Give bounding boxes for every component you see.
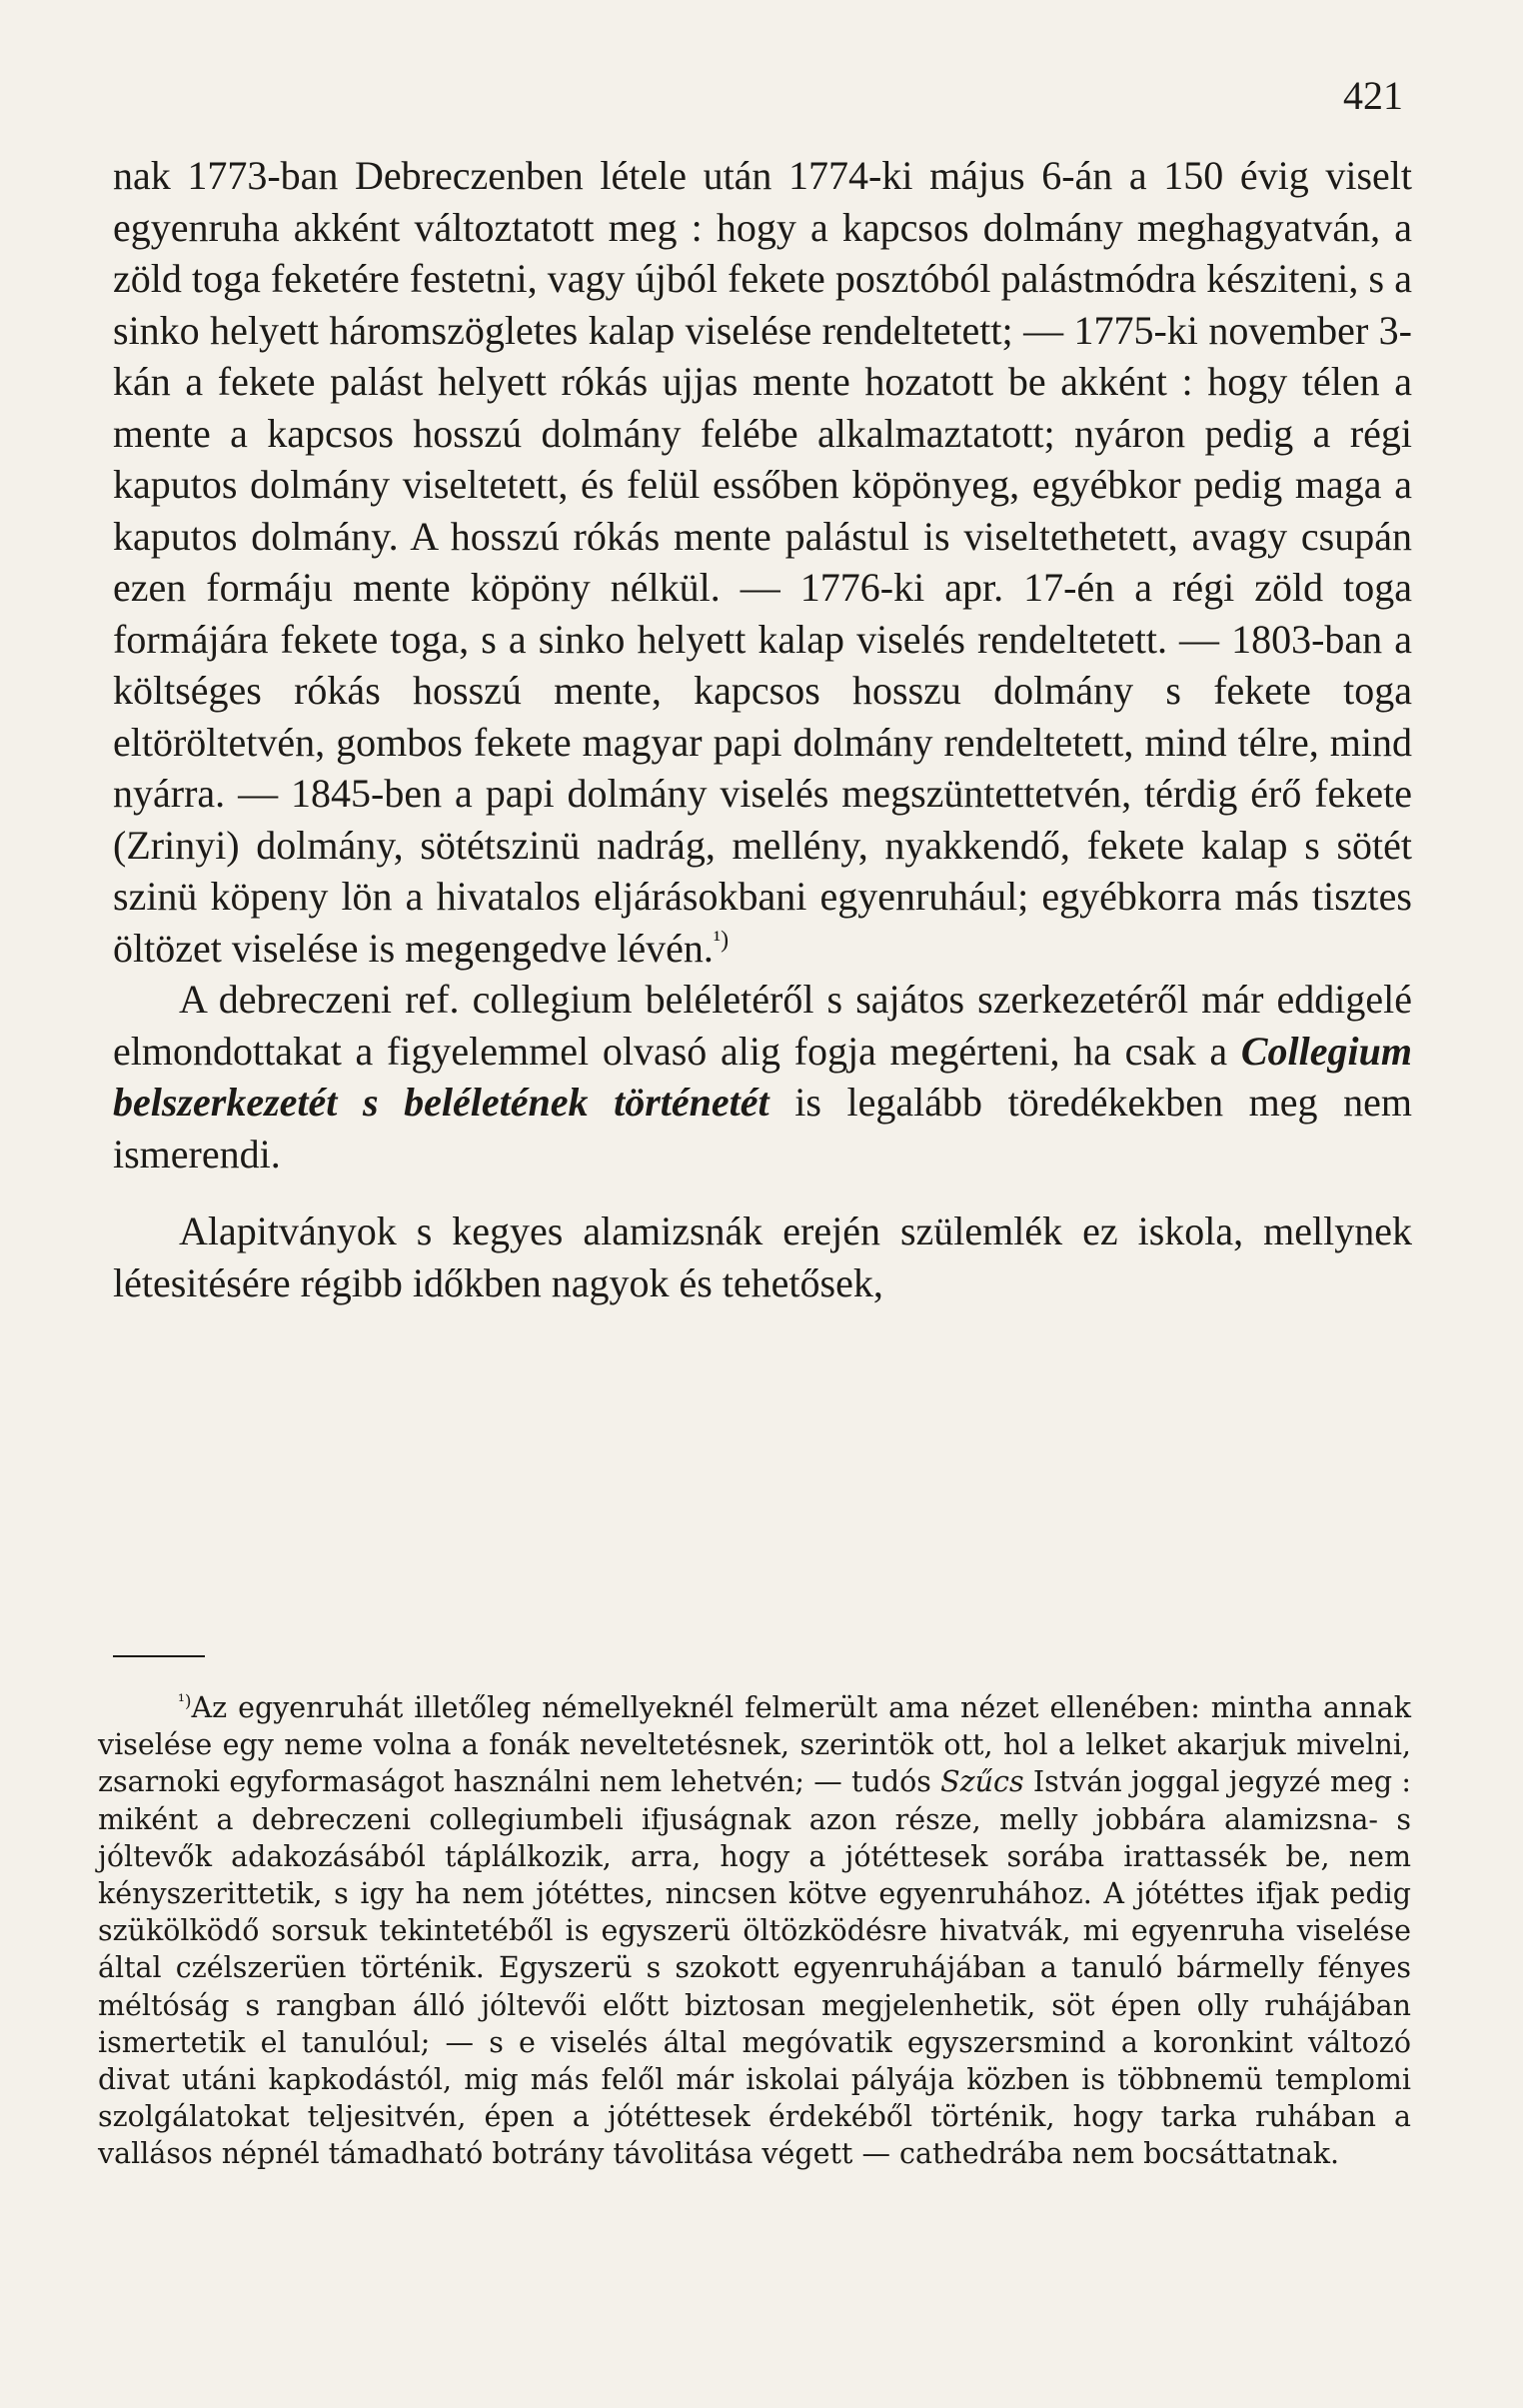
footnote-ref: ¹) [713, 927, 730, 954]
main-text [113, 150, 1412, 1308]
footnote-author-name: Szűcs [940, 1765, 1024, 1799]
footnote-text [98, 1689, 1411, 2173]
paragraph-2-start: A debreczeni ref. collegium beléletéről s sajátos szerkezetéről már eddigelé elmondottakat a figyelemmel olvasó alig fogja megérteni, ha csak a [113, 977, 1412, 1074]
paragraph-1-text: nak 1773-ban Debreczenben létele után 1774-ki május 6-án a 150 évig viselt egyenruha akként változtatott meg : hogy a kapcsos dolmány meghagyatván, a zöld toga feketére festetni, vagy újból fekete posztóból palástmódra késziteni, s a sinko helyett háromszögletes kalap viselése rendeltetett; — 1775-ki november 3-kán a fekete palást helyett rókás ujjas mente hozatott be akként : hogy télen a mente a kapcsos hosszú dolmány felébe alkalmaztatott; nyáron pedig a régi kaputos dolmány viseltetett, és felül essőben köpönyeg, egyébkor pedig maga a kaputos dolmány. A hosszú rókás mente palástul is viseltethetett, avagy csupán ezen formáju mente köpöny nélkül. — 1776-ki apr. 17-én a régi zöld toga formájára fekete toga, s a sinko helyett kalap viselés rendeltetett. — 1803-ban a költséges rókás hosszú mente, kapcsos hosszu dolmány s fekete toga eltöröltetvén, gombos fekete magyar papi dolmány rendeltetett, mind télre, mind nyárra. — 1845-ben a papi dolmány viselés megszüntettetvén, térdig érő fekete (Zrinyi) dolmány, sötétszinü nadrág, mellény, nyakkendő, fekete kalap s sötét szinü köpeny lön a hivatalos eljárásokbani egyenruhául; egyébkorra más tisztes öltözet viselése is megengedve lévén. [113, 153, 1412, 971]
footnote-text-end: István joggal jegyzé meg : miként a debreczeni collegiumbeli ifjuságnak azon része, melly jobbára alamizsna- s jóltevők adakozásából táplálkozik, arra, hogy a jótéttesek sorába irattassék be, nem kényszerittetik, s igy ha nem jótéttes, nincsen kötve egyenruhához. A jótéttes ifjak pedig szükölködő sorsuk tekintetéből is egyszerü öltözködésre hivatvák, mi egyenruha viselése által czélszerüen történik. Egyszerü s szokott egyenruhájában a tanuló bármelly fényes méltóság s rangban álló jóltevői előtt biztosan megjelenhetik, söt épen olly ruhájában ismertetik el tanulóul; — s e viselés által megóvatik egyszersmind a koronkint változó divat utáni kapkodástól, mig más felől már iskolai pályája közben is többnemü templomi szolgálatokat teljesitvén, épen a jótéttesek érdekéből történik, hogy tarka ruhában a vallásos népnél támadható botrány távolitása végett — cathedrába nem bocsáttatnak. [98, 1765, 1411, 2171]
footnote-marker: ¹) [178, 1691, 192, 1712]
footnote-divider [113, 1655, 205, 1657]
footnote-text-start: Az egyenruhát illetőleg némellyeknél felmerült ama nézet ellenében: mintha annak viselése egy neme volna a fonák neveltetésnek, szerintök ott, hol a lelket akarjuk mivelni, zsarnoki egyformaságot használni nem lehetvén; — tudós [98, 1691, 1411, 1799]
footnote [98, 1689, 1411, 2173]
paragraph-2 [113, 974, 1412, 1180]
paragraph-2-italic: Collegium belszerkezetét s beléletének történetét [113, 1028, 1412, 1125]
paragraph-1 [113, 150, 1412, 974]
paragraph-2-end: is legalább töredékekben meg nem ismerendi. [113, 1080, 1412, 1177]
page-number: 421 [1343, 73, 1403, 118]
paragraph-3: Alapitványok s kegyes alamizsnák erején szülemlék ez iskola, mellynek létesitésére régibb időkben nagyok és tehetősek, [113, 1208, 1412, 1305]
